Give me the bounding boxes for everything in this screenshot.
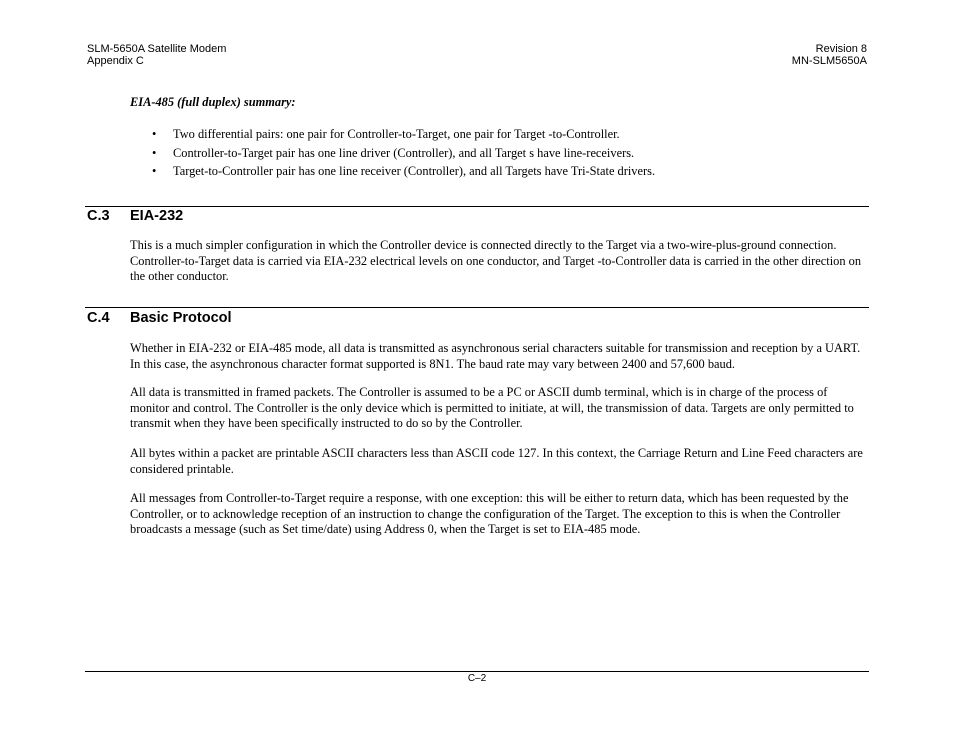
summary-bullet-list: [150, 127, 655, 183]
page-header-right: [792, 43, 867, 67]
revision-label: Revision 8: [815, 43, 867, 55]
section-c4-paragraph: All messages from Controller-to-Target require a response, with one exception: this will be either to return data, which has been requested by the Controller, or to acknowledge reception of an instruction to change the configuration of the Target. The exception to this is when the Controller broadcasts a message (such as Set time/date) using Address 0, when the Target is set to EIA-485 mode.: [130, 491, 849, 536]
section-title: EIA-232: [130, 208, 184, 224]
list-item-text: Controller-to-Target pair has one line driver (Controller), and all Target s have line-receivers.: [173, 145, 635, 160]
footer-divider: [85, 671, 869, 672]
section-c3-paragraph: This is a much simpler configuration in which the Controller device is connected directly to the Target via a two-wire-plus-ground connection. Controller-to-Target data is carried via EIA-232 electrical levels on one conductor, and Target -to-Controller data is carried in the other direction on the other conductor.: [130, 238, 862, 283]
section-number: C.3: [87, 208, 110, 224]
bullet-icon: •: [152, 145, 157, 160]
section-heading-c4: [87, 310, 232, 327]
appendix-label: Appendix C: [87, 55, 144, 67]
summary-title: EIA-485 (full duplex) summary:: [130, 95, 296, 109]
list-item: [150, 127, 655, 146]
manual-number: MN-SLM5650A: [791, 55, 867, 67]
page-header-left: [87, 43, 226, 67]
section-heading-c3: [87, 208, 183, 225]
section-number: C.4: [87, 310, 110, 326]
list-item-text: Two differential pairs: one pair for Controller-to-Target, one pair for Target -to-Controller.: [173, 127, 620, 141]
list-item: [150, 164, 655, 183]
document-title: SLM-5650A Satellite Modem: [87, 43, 227, 55]
section-c4-paragraph: All bytes within a packet are printable ASCII characters less than ASCII code 127. In this context, the Carriage Return and Line Feed characters are considered printable.: [130, 446, 863, 476]
list-item: [150, 146, 655, 165]
page-number: C–2: [467, 673, 487, 684]
bullet-icon: •: [152, 164, 157, 178]
section-divider: [85, 307, 869, 308]
section-divider: [85, 206, 869, 207]
list-item-text: Target-to-Controller pair has one line receiver (Controller), and all Targets have Tri-State drivers.: [173, 164, 656, 178]
section-c4-paragraph: Whether in EIA-232 or EIA-485 mode, all data is transmitted as asynchronous serial characters suitable for transmission and reception by a UART. In this case, the asynchronous character format supported is 8N1. The baud rate may vary between 2400 and 57,600 baud.: [130, 341, 861, 371]
section-title: Basic Protocol: [130, 310, 232, 326]
bullet-icon: •: [152, 127, 157, 141]
section-c4-paragraph: All data is transmitted in framed packets. The Controller is assumed to be a PC or ASCII dumb terminal, which is in charge of the process of monitor and control. The Controller is the only device which is permitted to initiate, at will, the transmission of data. Targets are only permitted to transmit when they have been specifically instructed to do so by the Controller.: [130, 385, 854, 430]
